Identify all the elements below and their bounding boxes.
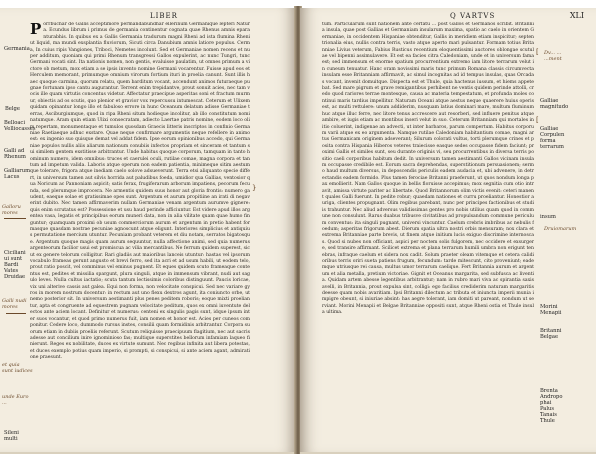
right-body-text <box>322 22 534 442</box>
handwritten-note-unde: unde Euro ... <box>2 394 29 406</box>
handwritten-note-druiomarum: Druiomarum <box>544 226 577 232</box>
sidenote-germania: Germania <box>4 46 30 52</box>
handwritten-underline <box>4 218 26 219</box>
left-body-text <box>30 22 250 442</box>
sidenote-insum: insum <box>540 214 556 220</box>
handwritten-note-galli-nudi: Galli nudi mores <box>2 298 27 310</box>
left-running-head: LIBER <box>150 12 178 20</box>
handwritten-underline <box>6 313 26 314</box>
sidenote-galliae-corpulen: Galliae Corpulen forma terrarum <box>540 126 565 150</box>
sidenote-galliae-magnitudo: Galliae magnitudo <box>540 98 569 110</box>
sidenote-brenta: Brenta Andropo phai Palus Tanais Thule <box>540 388 563 424</box>
sidenote-galli-ad-rhenum: Galli ad Rhenum <box>4 148 26 160</box>
handwritten-bracket-mark: } <box>252 184 257 192</box>
handwritten-bracket-mark: [ <box>536 48 539 56</box>
right-page <box>300 8 596 454</box>
sidenote-morini: Morini Menapii <box>540 304 562 316</box>
right-running-head: Q VARTVS <box>450 12 496 20</box>
handwritten-note-galloru: Galloru mores <box>2 204 21 216</box>
right-body-paragraph: tum. Particularum sunt nationem ante cerfatu ... post Gallos et Germanos scribit. Britannia insula, quae post Gallias et Germaniam insularum maxima, spatio ac caelo in orientem Germaniae, in occidentem Hispaniae obtenditur, Gallis in meridiem etiam inspicitur; septentrionalia eius, nullis contra terris, vasto atque aperto mari pulsantur. Formam totius Britanniae Livius veterum, Fabius Rusticus recentium eloquentissimi auctores oblongae scutulae vel bipenni assimulavere. Et est ea facies citra Caledoniam, unde et in universum fama est; sed immensum et enorme spatium procurrentium extremo iam litore terrarum velut in cuneum tenuatur. Hanc oram novissimi maris tunc primum Romana classis circumvecta insulam esse Britanniam affirmavit, ac simul incognitas ad id tempus insulas, quas Orcadas vocant, invenit domuitque. Dispecta est et Thule, quia hactenus iussum, et hiems appetebat. Sed mare pigrum et grave remigantibus perhibent ne ventis quidem perinde attolli, credo quod rariores terrae montesque, causa ac materia tempestatum, et profunda moles continui maris tardius impellitur. Naturam Oceani atque aestus neque quaerere huius operis est, ac multi rettulere: unum addiderim, nusquam latius dominari mare, multum fluminum huc atque illuc ferre, nec litore tenus accrescere aut resorberi, sed influere penitus atque ambire, et iugis etiam ac montibus inseri velut in suo. Ceterum Britanniam qui mortales initio coluerint, indigenae an advecti, ut inter barbaros, parum compertum. Habitus corporum varii atque ex eo argumenta. Namque rutilae Caledoniam habitantium comae, magni artus Germanicam originem adseverant; Silurum colorati vultus, torti plerumque crines et posita contra Hispania Hiberos veteres traiecisse easque sedes occupasse fidem faciunt; proximi Gallis et similes sunt, seu durante originis vi, seu procurrentibus in diversa terris positio caeli corporibus habitum dedit. In universum tamen aestimanti Gallos vicinam insulam occupasse credibile est. Eorum sacra deprehendas, superstitionum persuasionem; sermo haud multum diversus, in deposcendis periculis eadem audacia et, ubi advenere, in detrectandis eadem formido. Plus tamen ferociae Britanni praeferunt, ut quos nondum longa pax emollierit. Nam Gallos quoque in bellis floruisse accepimus; mox segnitia cum otio intravit, amissa virtute pariter ac libertate. Quod Britannorum olim victis evenit: ceteri manent quales Galli fuerunt. In pedite robur; quaedam nationes et curru proeliantur. Honestior auriga, clientes propugnant. Olim regibus parebant, nunc per principes factionibus et studiis trahuntur. Nec aliud adversus validissimas gentes pro nobis utilius quam quod in commune non consulunt. Rarus duabus tribusve civitatibus ad propulsandum commune periculum conventus: ita singuli pugnant, universi vincuntur. Caelum crebris imbribus ac nebulis foedum; asperitas frigorum abest. Dierum spatia ultra nostri orbis mensuram; nox clara et extrema Britanniae parte brevis, ut finem atque initium lucis exiguo discrimine internoscas. Quod si nubes non officiant, aspici per noctem solis fulgorem, nec occidere et exsurgere, sed transire affirmant. Scilicet extrema et plana terrarum humili umbra non erigunt tenebras, infraque caelum et sidera nox cadit. Solum praeter oleam vitemque et cetera calidioribus terris oriri sueta patiens frugum, fecundum: tarde mitescunt, cito proveniunt; eademque utriusque rei causa, multus umor terrarum caelique. Fert Britannia aurum et argentum et alia metalla, pretium victoriae. Gignit et Oceanus margarita, sed subfusca ac liventia. Quidam artem abesse legentibus arbitrantur; nam in rubro mari viva ac spirantia saxis avelli, in Britannia, prout expulsa sint, colligi: ego facilius crediderim naturam margaritis deesse quam nobis avaritiam. Ipsi Britanni dilectum ac tributa et iniuncta imperii munia impigre obeunt, si iniuriae absint: has aegre tolerant, iam domiti ut pareant, nondum ut serviant. Morini Menapii et Belgae Britanniae oppositi sunt, atque Rheni ostia et Thule insula ultima. <box>322 22 534 316</box>
drop-initial: P <box>30 22 42 38</box>
sidenote-britanni: Britanni Belgae <box>540 328 562 340</box>
sidenote-belge: Belge <box>5 106 20 112</box>
handwritten-note-et-quia: et quia sunt iudices <box>2 362 33 374</box>
left-page <box>0 8 296 454</box>
sidenote-belloaci: Belloaci Velliocasses <box>4 120 36 132</box>
left-body-paragraph: orrbuchar de Gallis acceptimore permandabundhar ellerinum Germanique lepteri Natura. Ecundus librum i primus de germania continentur cognata quae Rhenus amnis eparanturabhis. In quibus ex a Gallis Germania tradurum magni Rheni ad ista flumina Rheni ut liquid, ma mundi exsplantia fluviorum, Sicuti circa Danubium amnis latiore populus. Cerma, In cuius ripis Vangiones, Triboci, Nemetes incolunt. Sed et Germaniae nomen recens et nuper additum, quoniam qui primi Rhenum transgressi Gallos expulerint, ac nunc Tungri, tunc Germani vocati sint. Ita nationis nomen, non gentis, evaluisse paulatim, ut omnes primum a victore ob metum, mox etiam a se ipsis invento nomine Germani vocarentur. Fuisse apud eos et Herculem memorant, primumque omnium virorum fortium ituri in proelia canunt. Sunt illis haec quoque carmina, quorum relatu, quem barditum vocant, accendunt animos futuraeque pugnae fortunam ipso cantu augurantur. Terrent enim trepidantve, prout sonuit acies, nec tam vocis ille quam virtutis concentus videtur. Affectatur praecipue asperitas soni et fractum murmur, obiectis ad os scutis, quo plenior et gravior vox repercussu intumescat. Ceterum et Ulixem quidam opinantur longo illo et fabuloso errore in hunc Oceanum delatum adisse Germaniae terras, Asciburgiumque, quod in ripa Rheni situm hodieque incolitur, ab illo constitutum nominatumque. Aram quin etiam Ulixi consecratam, adiecto Laertae patris nomine, eodem loco olim repertam, monumentaque et tumulos quosdam Graecis litteris inscriptos in confinio Germaniae Raetiaeque adhuc exstare. Quae neque confirmare argumentis neque refellere in animo est: ex ingenio suo quisque demat vel addat fidem. Ipse eorum opinionibus accedo, qui Germaniae populos nullis aliis aliarum nationum conubiis infectos propriam et sinceram et tantum sui similem gentem exstitisse arbitrantur. Unde habitus quoque corporum, tamquam in tanto hominum numero, idem omnibus: truces et caerulei oculi, rutilae comae, magna corpora et tantum ad impetum valida. Laboris atque operum non eadem patientia, minimeque sitim aestumque tolerare, frigora atque inediam caelo solove adsueverunt. Terra etsi aliquanto specie differt, in universum tamen aut silvis horrida aut paludibus foeda, umidior qua Gallias, ventosior qua Noricum ac Pannoniam aspicit; satis ferax, frugiferarum arborum impatiens, pecorum fecunda, sed plerumque improcera. Ne armentis quidem suus honor aut gloria frontis: numero gaudent, eaeque solae et gratissimae opes sunt. Argentum et aurum propitiine an irati di negaverint dubito. Nec tamen affirmaverim nullam Germaniae venam argentum aurumve gignere: quis enim scrutatus est? Possessione et usu haud perinde afficiuntur. Est videre apud illos argentea vasa, legatis et principibus eorum muneri data, non in alia vilitate quam quae humo finguntur; quamquam proximi ob usum commerciorum aurum et argentum in pretio habent formasque quasdam nostrae pecuniae agnoscunt atque eligunt. Interiores simplicius et antiquius permutatione mercium utuntur. Pecuniam probant veterem et diu notam, serratos bigatosque. Argentum quoque magis quam aurum sequuntur, nulla affectione animi, sed quia numerus argenteorum facilior usui est promiscua ac vilia mercantibus. Ne ferrum quidem superest, sicut ex genere telorum colligitur. Rari gladiis aut maioribus lanceis utuntur: hastas vel ipsorum vocabulo frameas gerunt angusto et brevi ferro, sed ita acri et ad usum habili, ut eodem telo, prout ratio poscit, vel comminus vel eminus pugnent. Et eques quidem scuto frameaque contentus est, pedites et missilia spargunt, plura singuli, atque in immensum vibrant, nudi aut sagulo leves. Nulla cultus iactatio; scuta tantum lectissimis coloribus distinguunt. Paucis loricae, vix uni alterive cassis aut galea. Equi non forma, non velocitate conspicui. Sed nec variare gyros in morem nostrum docentur: in rectum aut uno flexu dextros agunt, ita coniuncto orbe, ut nemo posterior sit. In universum aestimanti plus penes peditem roboris; eoque mixti proeliantur, apta et congruente ad equestrem pugnam velocitate peditum, quos ex omni iuventute delectos ante aciem locant. Definitur et numerus: centeni ex singulis pagis sunt, idque ipsum inter suos vocantur, et quod primo numerus fuit, iam nomen et honor est. Acies per cuneos componitur. Cedere loco, dummodo rursus instes, consilii quam formidinis arbitrantur. Corpora suorum etiam in dubiis proeliis referunt. Scutum reliquisse praecipuum flagitium, nec aut sacris adesse aut concilium inire ignominioso fas; multique superstites bellorum infamiam laqueo finierunt. Reges ex nobilitate, duces ex virtute sumunt. Nec regibus infinita aut libera potestas, et duces exemplo potius quam imperio, si prompti, si conspicui, si ante aciem agant, admiratione praesunt. <box>30 22 250 361</box>
sidenote-sileni: Sileni multi <box>4 430 19 442</box>
folio-number: XLI <box>569 11 584 20</box>
handwritten-bracket-mark: [ <box>536 116 539 124</box>
sidenote-galliarum-lacus: Galliarum Lacus <box>4 168 31 180</box>
sidenote-ciciliani: Ciciliani ui sunt Bardi Vates Druidae <box>4 250 26 280</box>
handwritten-note-top-right: Dv... ... ...ment <box>544 50 562 62</box>
